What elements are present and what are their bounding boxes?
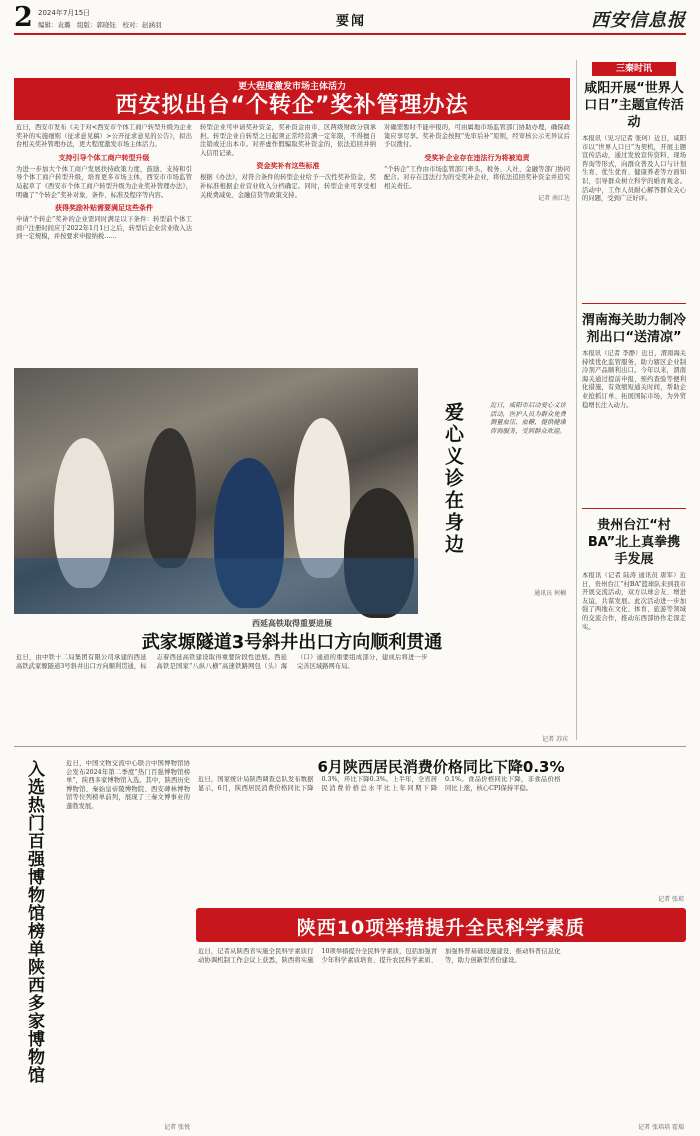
cpi-byline: 记者 张琼 xyxy=(658,896,684,903)
mid-divider xyxy=(14,746,686,747)
sidebar-item2-headline: 渭南海关助力制冷剂出口“送清凉” xyxy=(582,313,687,345)
feature-photo xyxy=(14,368,418,614)
feature-caption: 近日，咸阳市启动爱心义诊活动，医护人员为群众免费测量血压、血糖，提供健康咨询服务，受到群众欢迎。 xyxy=(490,402,566,435)
sidebar-divider xyxy=(576,60,577,740)
sidebar-item3-headline: 贵州台江“村BA”北上真拳携手发展 xyxy=(587,518,681,567)
lead-kicker: 更大程度激发市场主体活力 xyxy=(237,82,346,92)
sidebar xyxy=(582,60,686,740)
sidebar-rule-1 xyxy=(582,303,686,304)
tunnel-kicker: 西延高铁取得重要进展 xyxy=(252,619,332,628)
page-number: 2 xyxy=(14,2,33,33)
masthead-rule xyxy=(14,33,686,35)
lead-col3-text: 对确需暂时不能申报的，可由属地市场监管部门协助办理，确保政策应享尽享。奖补资金按照“先审后补”原则，经审核公示无异议后予以拨付。 xyxy=(384,124,570,149)
lead-column-1 xyxy=(16,124,192,360)
science-byline: 记者 张培培 霍瑞 xyxy=(638,1124,684,1131)
lead-col1b-text: 为进一步加大个体工商户发展扶持政策力度，鼓励、支持和引导个体工商户转型升级，培育更多市场主体，西安市市场监管局起草了《西安市个体工商户转型升级为企业奖补管理办法》，明确了“个转企”奖补对象、条件、标准及程序等内容。 xyxy=(16,165,192,199)
science-headline: 陕西10项举措提升全民科学素质 xyxy=(296,917,586,939)
museum-byline: 记者 张悦 xyxy=(164,1124,190,1131)
feature-photo-credit: 通讯员 何楠 xyxy=(534,590,566,597)
tunnel-byline: 记者 苏宾 xyxy=(542,736,568,743)
issue-date: 2024年7月15日 xyxy=(38,9,91,17)
lead-col2-text: 转型企业可申请奖补资金，奖补资金由市、区两级财政分别承担。转型企业自转型之日起须正常经营满一定年限，不得擅自注销或迁出本市。对弄虚作假骗取奖补资金的，依法追回并纳入信用记录。 xyxy=(200,124,376,157)
cpi-headline: 6月陕西居民消费价格同比下降0.3% xyxy=(317,758,565,776)
lead-subhead-1: 支持引导个体工商户转型升级 xyxy=(58,153,150,162)
lead-subhead-2: 获得奖励补贴需要满足这些条件 xyxy=(55,204,153,213)
sidebar-item1-headline: 咸阳开展“世界人口日”主题宣传活动 xyxy=(584,81,684,130)
sidebar-item3-text: 本报讯（记者 陆涛 通讯员 唐军）近日，贵州台江“村BA”篮球队来到我市开展交流活动，双方以球会友、增进友谊，共谋发展。此次活动进一步加强了两地在文化、体育、旅游等领域的交流合作，推动东西部协作走深走实。 xyxy=(582,572,686,631)
museum-body: 近日，中国文物交流中心联合中国博物馆协会发布2024年第二季度“热门百强博物馆榜单”，陕西多家博物馆入选。其中，陕西历史博物馆、秦始皇帝陵博物院、西安碑林博物馆等位列榜单前列，展现了三秦文博事业的蓬勃发展。 xyxy=(66,760,190,810)
sidebar-item2-text: 本报讯（记者 李静）近日，渭南海关持续优化监管服务，助力辖区企业制冷剂产品顺利出口。今年以来，渭南海关通过提前申报、预约查验等便利化措施，有效缩短通关时间，帮助企业抢抓订单、拓展国际市场，为外贸稳增长注入动力。 xyxy=(582,350,686,409)
sidebar-item1-text: 本报讯（见习记者 张珂）近日，咸阳市以“世界人口日”为契机，开展主题宣传活动，通过发放宣传资料、现场咨询等形式，向群众普及人口与计划生育、优生优育、健康养老等方面知识，引导群众树立科学的婚育观念。活动中，工作人员耐心解答群众关心的问题，受到广泛好评。 xyxy=(582,135,686,203)
cpi-body: 近日，国家统计局陕西调查总队发布数据显示，6月，陕西居民消费价格同比下降0.3%，环比下降0.3%。上半年，全省居民消费价格总水平比上年同期下降0.1%。食品价格同比下降，非食品价格同比上涨，核心CPI保持平稳。 xyxy=(198,776,561,792)
tunnel-body: 近日，由中铁十二局集团有限公司承建的西延高铁武家塬隧道3号斜井出口方向顺利贯通，标志着西延高铁建设取得重要阶段性进展。西延高铁是国家“八纵八横”高速铁路网包（头）海（口）通道的重要组成部分，建成后将进一步完善区域路网布局。 xyxy=(16,654,428,670)
lead-column-3 xyxy=(384,124,570,360)
lead-subhead-4: 受奖补企业存在违法行为将被追责 xyxy=(424,153,530,162)
museum-vertical-title: 入选热门百强博物馆榜单陕西多家博物馆 xyxy=(24,760,44,1084)
science-body: 近日，记者从陕西省实施全民科学素质行动协调机制工作会议上获悉，陕西将实施10项举措提升全民科学素质，包括加强青少年科学素质培育、提升农民科学素质、加强科普基础设施建设、推动科普信息化等，助力创新型省份建设。 xyxy=(198,948,561,964)
lead-byline: 记者 南江达 xyxy=(538,194,570,202)
lead-col2b-text: 根据《办法》，对符合条件的转型企业给予一次性奖补资金，奖补标准根据企业营业收入分档确定。同时，转型企业可享受相关税费减免、金融信贷等政策支持。 xyxy=(200,174,376,199)
lead-col1-text: 近日，西安市发布《关于对<西安市个体工商户转型升级为企业奖补的实施细则（征求意见稿）>公开征求意见的公告》，拟出台相关奖补管理办法，更大程度激发市场主体活力。 xyxy=(16,124,192,149)
lead-col1c-text: 申请“个转企”奖补的企业需同时满足以下条件：转型前个体工商户注册时间应于2022年1月1日之后，转型后企业营业收入达到一定规模，并按要求申报纳税…… xyxy=(16,216,192,241)
tunnel-headline: 武家塬隧道3号斜井出口方向顺利贯通 xyxy=(141,632,443,653)
lead-headline: 西安拟出台“个转企”奖补管理办法 xyxy=(115,93,469,118)
sidebar-tag: 三秦时讯 xyxy=(592,62,676,76)
editor-credits: 编辑：袁璐 组版：郭晓钰 校对：赵涵羽 xyxy=(38,21,162,29)
section-label: 要闻 xyxy=(336,14,367,29)
lead-column-2 xyxy=(200,124,376,360)
feature-caption-box xyxy=(420,368,570,614)
paper-logo: 西安信息报 xyxy=(591,10,686,31)
masthead xyxy=(14,4,686,34)
lead-subhead-3: 资金奖补有这些标准 xyxy=(256,162,320,171)
lead-col3b-text: “个转企”工作由市场监管部门牵头，税务、人社、金融等部门协同配合。对存在违法行为的受奖补企业，将依法追回奖补资金并追究相关责任。 xyxy=(384,165,570,190)
sidebar-rule-2 xyxy=(582,508,686,509)
feature-vertical-title: 爱心义诊在身边 xyxy=(442,402,464,556)
